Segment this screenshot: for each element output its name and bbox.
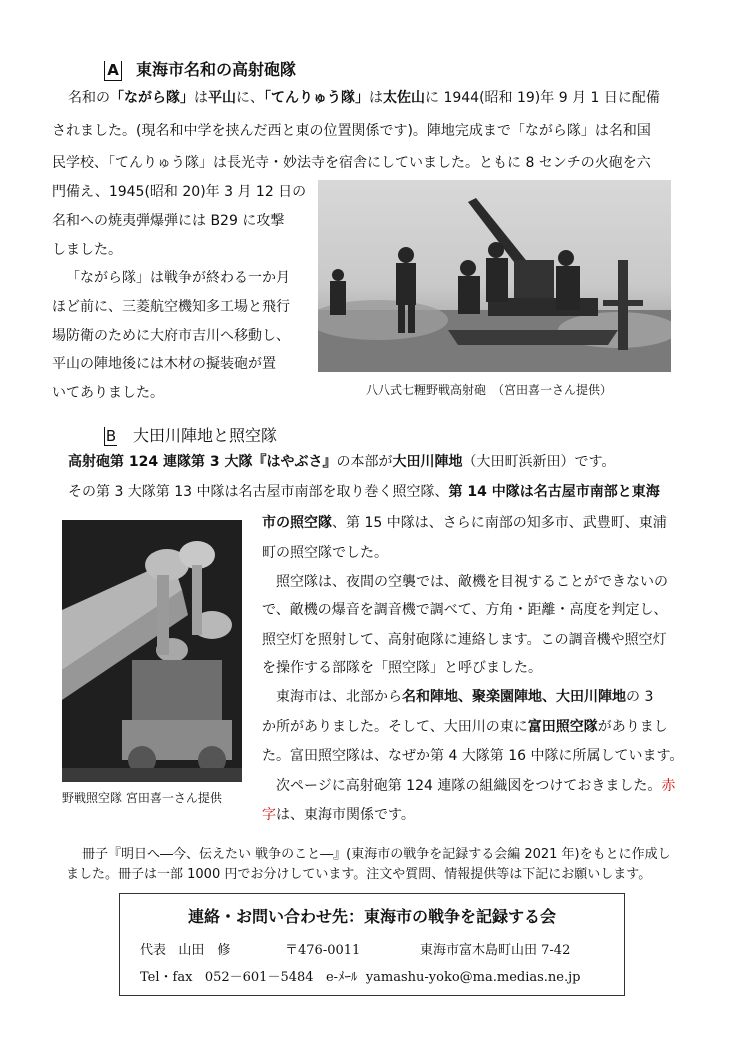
- tel-label: Tel・fax: [140, 970, 193, 985]
- section-a-line-6: しました。: [52, 242, 122, 258]
- note-line-2: ました。冊子は一部 1000 円でお分けしています。注文や質問、情報提供等は下記にお願いします。: [66, 867, 652, 882]
- section-b-line-4: 町の照空隊でした。: [262, 545, 388, 561]
- section-b-line-12: 次ページに高射砲第 124 連隊の組織図をつけておきました。赤: [276, 778, 676, 794]
- section-b-mark: B: [105, 427, 117, 445]
- section-a-line-10: 平山の陣地後には木材の擬装砲が置: [52, 356, 276, 372]
- contact-title: 連絡・お問い合わせ先：東海市の戦争を記録する会: [187, 907, 556, 926]
- section-b-line-3: 市の照空隊、第 15 中隊は、さらに南部の知多市、武豊町、東浦: [262, 515, 667, 531]
- postal-code: 〒476-0011: [285, 943, 361, 958]
- section-b-line-11: た。富田照空隊は、なぜか第 4 大隊第 16 中隊に所属しています。: [262, 748, 684, 764]
- section-b-title: 大田川陣地と照空隊: [133, 426, 278, 445]
- section-a-line-8: ほど前に、三菱航空機知多工場と飛行: [52, 299, 290, 315]
- contact-box: [119, 893, 625, 996]
- section-a-line-3: 民学校、「てんりゅう隊」は長光寺・妙法寺を宿舎にしていました。ともに 8 センチの火砲を六: [52, 155, 651, 171]
- section-b-line-9: 東海市は、北部から名和陣地、聚楽園陣地、大田川陣地の 3: [276, 689, 654, 705]
- anti-aircraft-gun-photo: [318, 180, 671, 372]
- section-b-line-5: 照空隊は、夜間の空襲では、敵機を目視することができないの: [276, 574, 668, 590]
- contact-tel-row: [140, 966, 580, 985]
- email-address[interactable]: yamashu-yoko@ma.medias.ne.jp: [365, 970, 581, 985]
- section-b-line-13: 字は、東海市関係です。: [262, 807, 415, 823]
- section-b-line-1: 高射砲第 124 連隊第 3 大隊『はやぶさ』の本部が大田川陣地（大田町浜新田）です。: [68, 454, 616, 470]
- section-b-line-8: を操作する部隊を「照空隊」と呼びました。: [262, 660, 542, 676]
- contact-rep-row: [140, 939, 230, 958]
- section-a-line-2: されました。(現名和中学を挟んだ西と東の位置関係です)。陣地完成まで「ながら隊」は名和国: [52, 123, 651, 139]
- address: 東海市富木島町山田 7-42: [420, 943, 571, 958]
- note-line-1: 冊子『明日へ―今、伝えたい 戦争のこと―』(東海市の戦争を記録する会編 2021 年)をもとに作成し: [82, 847, 671, 862]
- section-a-line-11: いてありました。: [52, 385, 164, 401]
- section-b-line-10: か所がありました。そして、大田川の東に富田照空隊がありまし: [262, 719, 668, 735]
- rep-label: 代表: [140, 943, 167, 958]
- section-a-line-9: 場防衛のために大府市吉川へ移動し、: [52, 328, 290, 344]
- section-b-heading: [104, 423, 277, 446]
- section-a-line-5: 名和への焼夷弾爆弾には B29 に攻撃: [52, 213, 285, 229]
- section-a-line-4: 門備え、1945(昭和 20)年 3 月 12 日の: [52, 184, 307, 200]
- section-a-title: 東海市名和の高射砲隊: [136, 60, 297, 79]
- rep-name: 山田 修: [178, 943, 231, 958]
- tel-number: 052－601－5484: [204, 970, 314, 985]
- section-a-line-1: 名和の「ながら隊」は平山に、「てんりゅう隊」は太佐山に 1944(昭和 19)年 9 月 1 日に配備: [68, 90, 660, 106]
- searchlight-photo: [62, 520, 242, 782]
- section-a-line-7: 「ながら隊」は戦争が終わる一か月: [66, 270, 290, 286]
- email-label: e-ﾒｰﾙ: [325, 970, 358, 985]
- section-a-mark: A: [104, 61, 122, 81]
- anti-aircraft-gun-caption: 八八式七糎野戦高射砲 （宮田喜一さん提供）: [366, 383, 613, 397]
- section-a-heading: [104, 57, 296, 81]
- section-b-line-6: で、敵機の爆音を調音機で調べて、方角・距離・高度を判定し、: [262, 602, 668, 618]
- section-b-line-2: その第 3 大隊第 13 中隊は名古屋市南部を取り巻く照空隊、第 14 中隊は名古屋市南部と東海: [68, 484, 660, 500]
- section-b-line-7: 照空灯を照射して、高射砲隊に連絡します。この調音機や照空灯: [262, 632, 667, 648]
- searchlight-caption: 野戦照空隊 宮田喜一さん提供: [62, 791, 222, 805]
